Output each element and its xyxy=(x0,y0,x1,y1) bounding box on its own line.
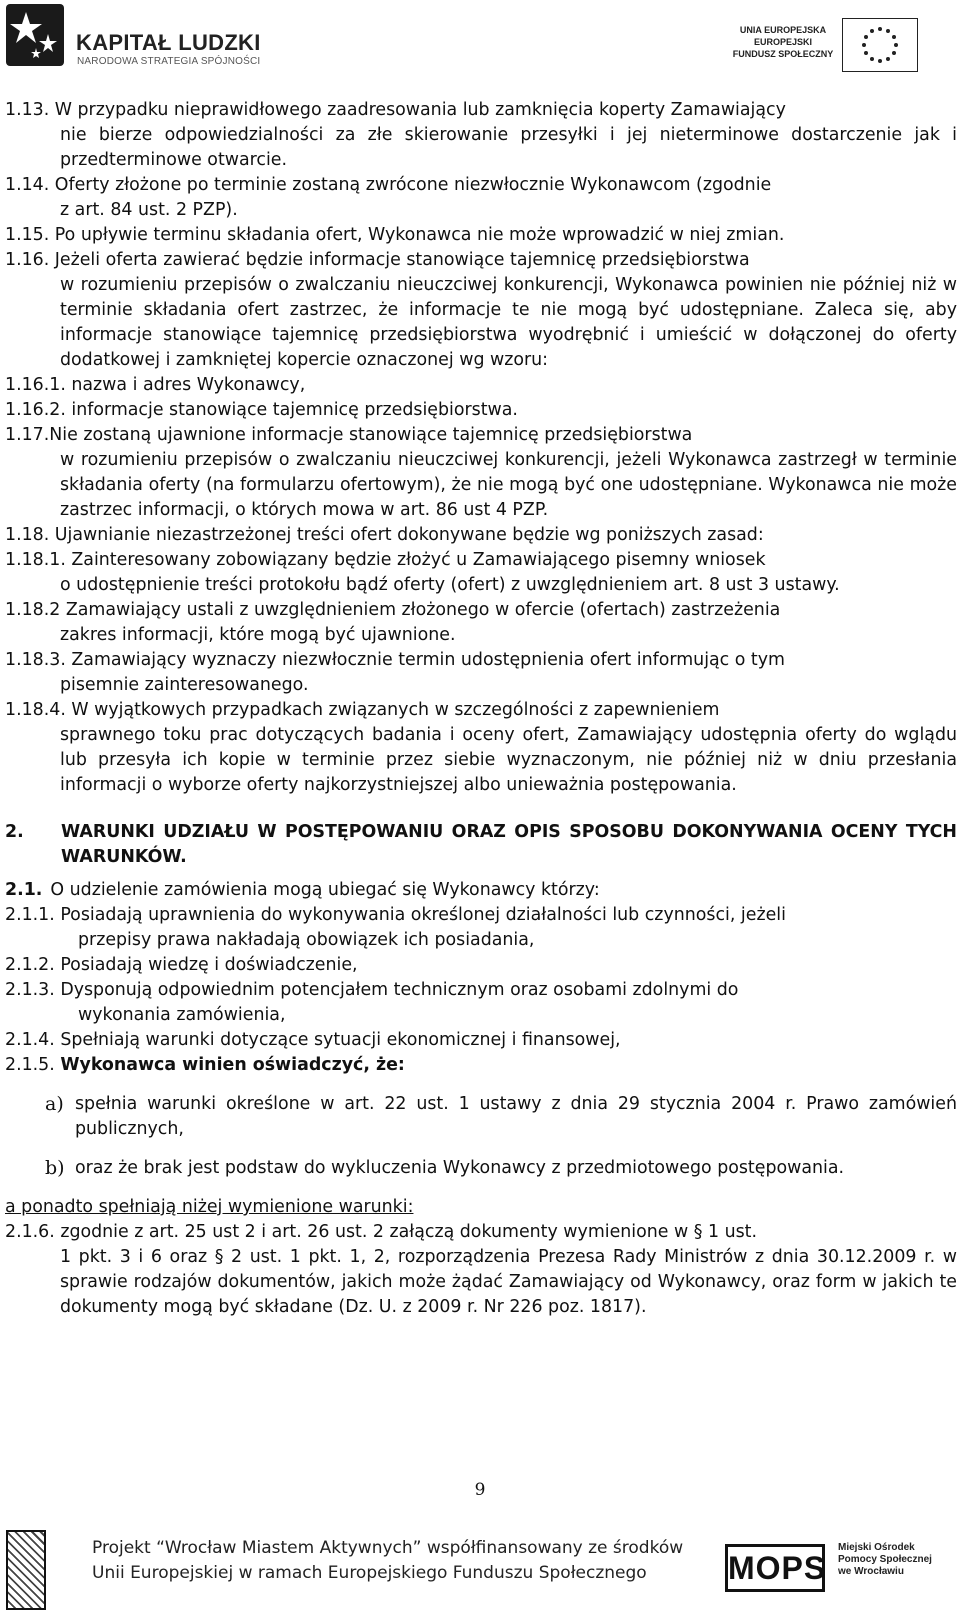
list-item xyxy=(5,978,957,1028)
item-text: Po upływie terminu składania ofert, Wykonawca nie może wprowadzić w niej zmian. xyxy=(54,225,785,245)
item-text: Oferty złożone po terminie zostaną zwrócone niezwłocznie Wykonawcom (zgodnie xyxy=(54,175,772,195)
letter-marker: a) xyxy=(45,1093,64,1115)
mops-sub-line-1: Miejski Ośrodek xyxy=(838,1542,915,1553)
item-number: 1.18.4. xyxy=(5,700,72,720)
item-2-1 xyxy=(5,878,957,903)
eu-line-3: FUNDUSZ SPOŁECZNY xyxy=(732,49,834,59)
letter-item xyxy=(5,1092,957,1142)
eu-line-2: EUROPEJSKI xyxy=(753,37,813,47)
item-continuation: pisemnie zainteresowanego. xyxy=(60,675,309,695)
document-body xyxy=(5,98,957,1320)
item-text: Jeżeli oferta zawierać będzie informacje stanowiące tajemnicę przedsiębiorstwa xyxy=(54,250,750,270)
eu-label xyxy=(730,24,836,60)
list-item xyxy=(5,423,957,523)
section-2-number: 2. xyxy=(5,822,24,842)
list-item xyxy=(5,1028,957,1053)
kapital-ludzki-stars-icon xyxy=(6,4,64,66)
item-text: O udzielenie zamówienia mogą ubiegać się Wykonawcy którzy: xyxy=(50,880,600,900)
item-text: Zainteresowany zobowiązany będzie złożyć u Zamawiającego pisemny wniosek xyxy=(71,550,766,570)
item-number: 1.18. xyxy=(5,525,55,545)
list-item xyxy=(5,953,957,978)
wroclaw-crest-icon xyxy=(6,1530,46,1610)
letter-marker: b) xyxy=(45,1157,65,1179)
list-item xyxy=(5,548,957,598)
list-item xyxy=(5,248,957,373)
item-2-1-6 xyxy=(5,1220,957,1320)
item-number: 1.16. xyxy=(5,250,55,270)
item-text: Ujawnianie niezastrzeżonej treści ofert dokonywane będzie wg poniższych zasad: xyxy=(54,525,764,545)
mops-subtitle xyxy=(838,1542,932,1578)
item-text: Zamawiający ustali z uwzględnieniem złożonego w ofercie (ofertach) zastrzeżenia xyxy=(65,600,781,620)
list-item xyxy=(5,223,957,248)
logo-subtitle: NARODOWA STRATEGIA SPÓJNOŚCI xyxy=(77,56,261,67)
item-text: Zamawiający wyznaczy niezwłocznie termin udostępnienia ofert informując o tym xyxy=(71,650,785,670)
section-2-items xyxy=(5,903,957,1053)
ponadto-heading: a ponadto spełniają niżej wymienione warunki: xyxy=(5,1197,414,1217)
item-number: 1.16.1. xyxy=(5,375,72,395)
eu-line-1: UNIA EUROPEJSKA xyxy=(739,25,827,35)
section-1-items xyxy=(5,98,957,798)
mops-sub-line-2: Pomocy Społecznej xyxy=(838,1554,932,1565)
eu-flag-icon xyxy=(842,18,918,72)
item-number: 2.1. xyxy=(5,880,43,900)
page-number: 9 xyxy=(474,1480,486,1500)
item-continuation: nie bierze odpowiedzialności za złe skierowanie przesyłki i jej nieterminowe dostarczenie jak i przedterminowe otwarcie. xyxy=(60,125,957,170)
item-number: 2.1.4. xyxy=(5,1030,61,1050)
item-continuation: przepisy prawa nakładają obowiązek ich posiadania, xyxy=(78,930,535,950)
item-number: 1.18.3. xyxy=(5,650,72,670)
item-number: 2.1.2. xyxy=(5,955,61,975)
item-number: 1.16.2. xyxy=(5,400,72,420)
item-text: Posiadają wiedzę i doświadczenie, xyxy=(60,955,358,975)
item-number: 1.14. xyxy=(5,175,55,195)
item-text: zgodnie z art. 25 ust 2 i art. 26 ust. 2 załączą dokumenty wymienione w § 1 ust. xyxy=(60,1222,758,1242)
list-item xyxy=(5,648,957,698)
item-continuation: 1 pkt. 3 i 6 oraz § 2 ust. 1 pkt. 1, 2, rozporządzenia Prezesa Rady Ministrów z dnia 30.12.2009 r. w sprawie rodzajów dokumentów, jakich może żądać Zamawiający od Wykonawcy, oraz form w jakich te dokumenty mogą być składane (Dz. U. z 2009 r. Nr 226 poz. 1817). xyxy=(60,1247,957,1317)
page-header xyxy=(0,0,960,82)
mops-logo: MOPS xyxy=(725,1544,825,1592)
letter-item xyxy=(5,1156,957,1181)
item-2-1-5 xyxy=(5,1053,957,1078)
letter-text: spełnia warunki określone w art. 22 ust. 1 ustawy z dnia 29 stycznia 2004 r. Prawo zamówień publicznych, xyxy=(75,1094,957,1139)
list-item xyxy=(5,903,957,953)
footer-line-1: Projekt “Wrocław Miastem Aktywnych” współfinansowany ze środków xyxy=(92,1538,684,1558)
list-item xyxy=(5,373,957,398)
item-text: informacje stanowiące tajemnicę przedsiębiorstwa. xyxy=(71,400,518,420)
item-text: W wyjątkowych przypadkach związanych w szczególności z zapewnieniem xyxy=(71,700,720,720)
list-item xyxy=(5,173,957,223)
item-text: Posiadają uprawnienia do wykonywania określonej działalności lub czynności, jeżeli xyxy=(60,905,786,925)
eu-logo xyxy=(730,14,960,74)
item-number: 2.1.3. xyxy=(5,980,61,1000)
item-text: W przypadku nieprawidłowego zaadresowania lub zamknięcia koperty Zamawiający xyxy=(54,100,786,120)
item-text: Nie zostaną ujawnione informacje stanowiące tajemnicę przedsiębiorstwa xyxy=(49,425,693,445)
item-text: Wykonawca winien oświadczyć, że: xyxy=(60,1055,405,1075)
item-continuation: sprawnego toku prac dotyczących badania i oceny ofert, Zamawiający udostępnia oferty do wglądu lub przesyła ich kopie w terminie przez siebie wyznaczonym, nie później niż w dniu przesłania informacji o wyborze oferty najkorzystniejszej albo unieważnia postępowania. xyxy=(60,725,957,795)
list-item xyxy=(5,398,957,423)
item-number: 1.17. xyxy=(5,425,50,445)
section-2-title: WARUNKI UDZIAŁU W POSTĘPOWANIU ORAZ OPIS SPOSOBU DOKONYWANIA OCENY TYCH WARUNKÓW. xyxy=(61,822,957,867)
item-number: 2.1.1. xyxy=(5,905,61,925)
item-number: 2.1.5. xyxy=(5,1055,61,1075)
letter-text: oraz że brak jest podstaw do wykluczenia Wykonawcy z przedmiotowego postępowania. xyxy=(75,1158,845,1178)
item-continuation: o udostępnienie treści protokołu bądź oferty (ofert) z uwzględnieniem art. 8 ust 3 ustawy. xyxy=(60,575,840,595)
kapital-ludzki-logo xyxy=(6,4,266,74)
footer-line-2: Unii Europejskiej w ramach Europejskiego Funduszu Społecznego xyxy=(92,1563,647,1583)
item-number: 1.18.1. xyxy=(5,550,72,570)
list-item xyxy=(5,98,957,173)
item-continuation: zakres informacji, które mogą być ujawnione. xyxy=(60,625,456,645)
item-continuation: wykonania zamówienia, xyxy=(78,1005,286,1025)
logo-title: KAPITAŁ LUDZKI xyxy=(76,30,261,55)
page-footer xyxy=(0,1530,960,1614)
mops-sub-line-3: we Wrocławiu xyxy=(838,1566,904,1577)
item-number: 1.18.2 xyxy=(5,600,66,620)
item-continuation: w rozumieniu przepisów o zwalczaniu nieuczciwej konkurencji, jeżeli Wykonawca zastrzegł w terminie składania oferty (na formularzu ofertowym), że nie mogą być one udostępniane. Wykonawca nie może zastrzec informacji, o których mowa w art. 86 ust 4 PZP. xyxy=(60,450,957,520)
section-2-heading xyxy=(5,820,957,870)
list-item xyxy=(5,598,957,648)
item-number: 2.1.6. xyxy=(5,1222,61,1242)
item-number: 1.15. xyxy=(5,225,55,245)
footer-project-text xyxy=(92,1536,683,1586)
item-continuation: z art. 84 ust. 2 PZP). xyxy=(60,200,238,220)
list-item xyxy=(5,698,957,798)
item-number: 1.13. xyxy=(5,100,55,120)
letter-list xyxy=(5,1092,957,1181)
item-continuation: w rozumieniu przepisów o zwalczaniu nieuczciwej konkurencji, Wykonawca powinien nie później niż w terminie składania ofert zastrzec, że informacje te nie mogą być udostępniane. Zaleca się, aby informacje stanowiące tajemnicę przedsiębiorstwa wyodrębnić i umieścić w dołączonej do oferty dodatkowej i zamkniętej kopercie oznaczonej wg wzoru: xyxy=(60,275,957,370)
item-text: Spełniają warunki dotyczące sytuacji ekonomicznej i finansowej, xyxy=(60,1030,621,1050)
item-text: Dysponują odpowiednim potencjałem technicznym oraz osobami zdolnymi do xyxy=(60,980,739,1000)
list-item xyxy=(5,523,957,548)
item-text: nazwa i adres Wykonawcy, xyxy=(71,375,306,395)
